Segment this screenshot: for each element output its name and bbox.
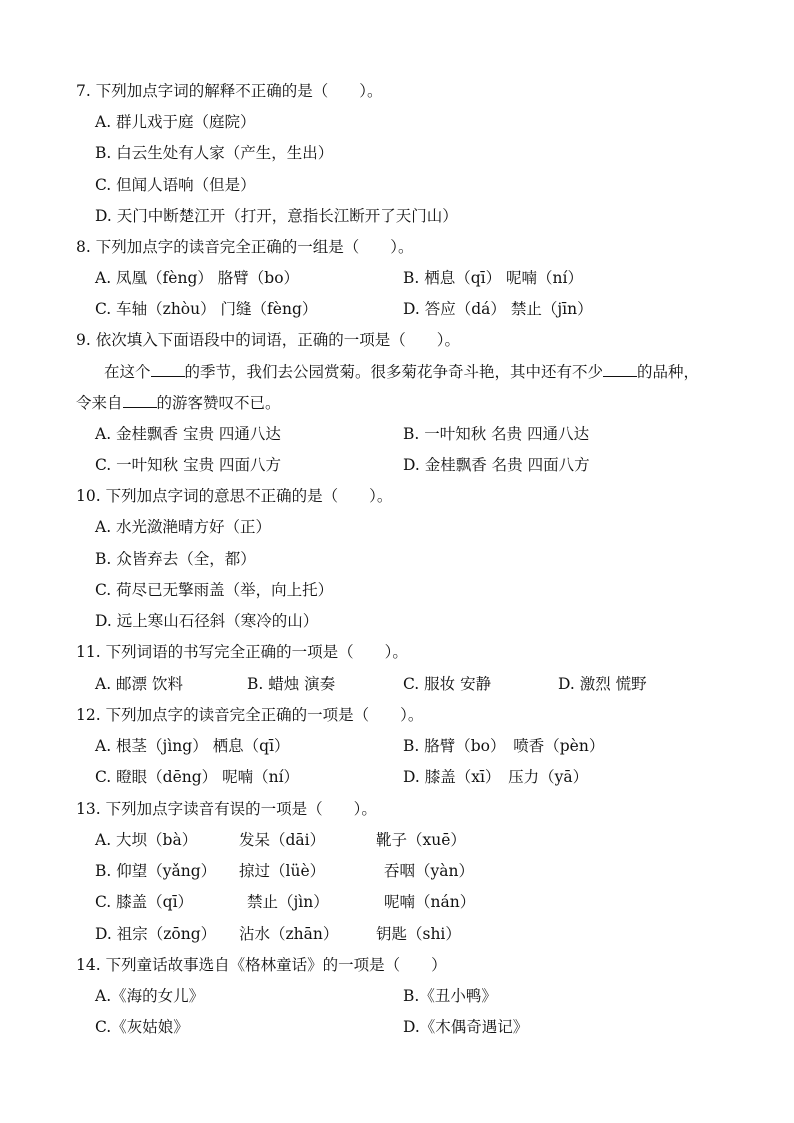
question-9-option-d: D. 金桂飘香 名贵 四面八方 <box>403 456 590 474</box>
passage-text: 令来自 <box>76 394 123 412</box>
question-10-stem: 10. 下列加点字词的意思不正确的是（ ）。 <box>76 487 393 505</box>
question-10-option-b: B. 众皆弃去（全，都） <box>95 550 256 568</box>
question-12-option-b: B. 胳臂（bo） 喷香（pèn） <box>403 737 605 755</box>
question-13-option-c-word-3: 呢喃（nán） <box>384 893 476 911</box>
question-11-option-a: A. 邮漂 饮料 <box>95 675 183 693</box>
question-12-option-d: D. 膝盖（xī） 压力（yā） <box>403 768 589 786</box>
question-13-option-a-word-2: 发呆（dāi） <box>239 831 326 849</box>
question-13-option-c-word-2: 禁止（jìn） <box>247 893 329 911</box>
question-11-option-b: B. 蜡烛 演奏 <box>247 675 336 693</box>
question-13-option-c-word-1: C. 膝盖（qī） <box>95 893 194 911</box>
question-12-option-c: C. 瞪眼（dēng） 呢喃（ní） <box>95 768 300 786</box>
question-7-option-a: A. 群儿戏于庭（庭院） <box>95 113 256 131</box>
question-11-option-c: C. 服妆 安静 <box>403 675 492 693</box>
question-8-option-d: D. 答应（dá） 禁止（jīn） <box>403 300 593 318</box>
question-8-option-a: A. 凤凰（fèng） 胳臂（bo） <box>95 269 300 287</box>
question-10-option-d: D. 远上寒山石径斜（寒冷的山） <box>95 612 319 630</box>
question-7-stem: 7. 下列加点字词的解释不正确的是（ ）。 <box>76 82 383 100</box>
question-13-option-b-word-1: B. 仰望（yǎng） <box>95 862 217 880</box>
passage-text: 在这个 <box>104 363 151 381</box>
question-9-option-b: B. 一叶知秋 名贵 四通八达 <box>403 425 590 443</box>
question-13-option-b-word-3: 吞咽（yàn） <box>384 862 474 880</box>
question-7-option-c: C. 但闻人语响（但是） <box>95 176 256 194</box>
passage-text: 的游客赞叹不已。 <box>156 394 281 412</box>
passage-text: 的季节，我们去公园赏菊。很多菊花争奇斗艳，其中还有不少 <box>184 363 604 381</box>
question-11-option-d: D. 激烈 慌野 <box>558 675 647 693</box>
question-8-option-c: C. 车轴（zhòu） 门缝（fèng） <box>95 300 318 318</box>
question-8-option-b: B. 栖息（qī） 呢喃（ní） <box>403 269 583 287</box>
question-9-option-a: A. 金桂飘香 宝贵 四通八达 <box>95 425 281 443</box>
question-13-option-b-word-2: 掠过（lüè） <box>239 862 326 880</box>
question-11-stem: 11. 下列词语的书写完全正确的一项是（ ）。 <box>76 643 408 661</box>
question-14-option-c: C.《灰姑娘》 <box>95 1018 189 1036</box>
question-14-option-b: B.《丑小鸭》 <box>403 987 497 1005</box>
question-14-option-d: D.《木偶奇遇记》 <box>403 1018 529 1036</box>
question-13-option-d-word-3: 钥匙（shi） <box>376 925 461 943</box>
question-13-option-d-word-1: D. 祖宗（zōng） <box>95 925 217 943</box>
question-12-stem: 12. 下列加点字的读音完全正确的一项是（ ）。 <box>76 706 424 724</box>
question-9-passage-line-1 <box>104 362 699 382</box>
passage-text: 的品种， <box>637 363 700 381</box>
question-9-option-c: C. 一叶知秋 宝贵 四面八方 <box>95 456 282 474</box>
question-12-option-a: A. 根茎（jìng） 栖息（qī） <box>95 737 290 755</box>
question-13-stem: 13. 下列加点字读音有误的一项是（ ）。 <box>76 800 377 818</box>
question-13-option-a-word-3: 靴子（xuē） <box>376 831 466 849</box>
question-9-stem: 9. 依次填入下面语段中的词语，正确的一项是（ ）。 <box>76 331 460 349</box>
question-14-option-a: A.《海的女儿》 <box>95 987 205 1005</box>
fill-blank <box>151 362 185 377</box>
fill-blank <box>603 362 637 377</box>
question-13-option-a-word-1: A. 大坝（bà） <box>95 831 198 849</box>
question-14-stem: 14. 下列童话故事选自《格林童话》的一项是（ ） <box>76 956 447 974</box>
question-7-option-b: B. 白云生处有人家（产生，生出） <box>95 144 334 162</box>
question-13-option-d-word-2: 沾水（zhān） <box>239 925 339 943</box>
fill-blank <box>123 393 157 408</box>
question-8-stem: 8. 下列加点字的读音完全正确的一组是（ ）。 <box>76 238 414 256</box>
question-7-option-d: D. 天门中断楚江开（打开，意指长江断开了天门山） <box>95 207 458 225</box>
question-9-passage-line-2 <box>76 393 281 413</box>
question-10-option-c: C. 荷尽已无擎雨盖（举，向上托） <box>95 581 334 599</box>
question-10-option-a: A. 水光潋滟晴方好（正） <box>95 518 272 536</box>
